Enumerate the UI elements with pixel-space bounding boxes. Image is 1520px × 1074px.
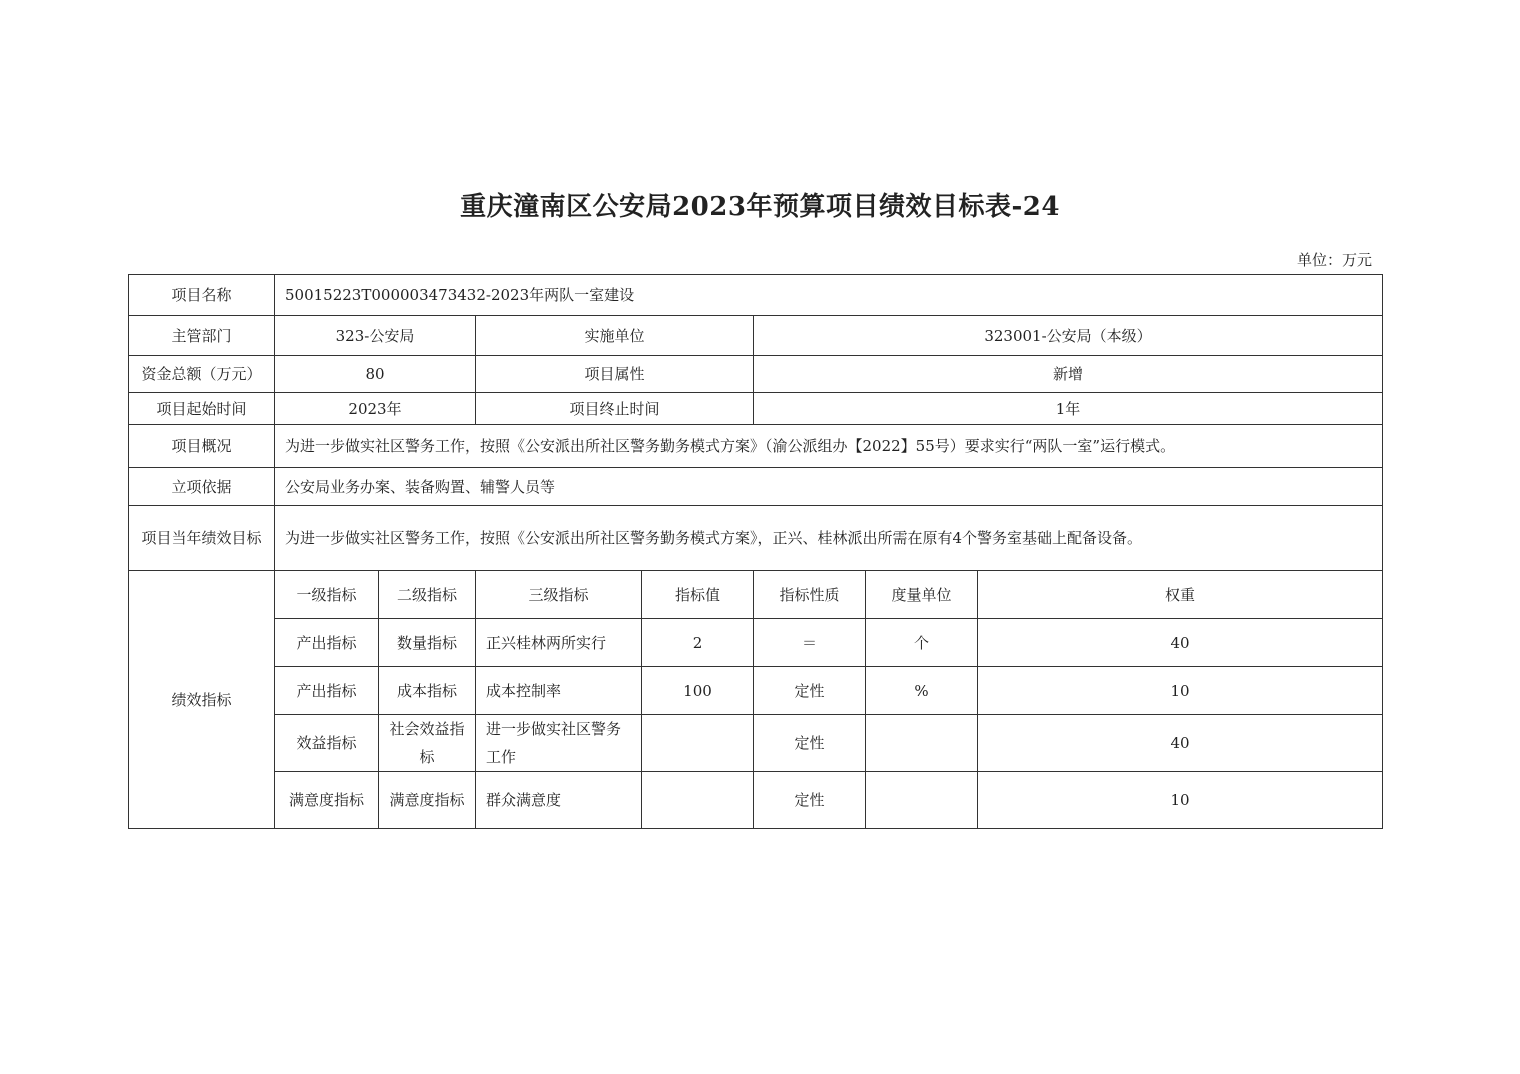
start-label: 项目起始时间 <box>129 393 275 425</box>
metric-l2: 满意度指标 <box>379 772 476 829</box>
row-goal <box>129 506 1383 571</box>
metrics-header-row <box>129 571 1383 619</box>
metric-nature: 定性 <box>754 772 866 829</box>
dept-label: 主管部门 <box>129 316 275 356</box>
overview-label: 项目概况 <box>129 425 275 468</box>
metric-l1: 产出指标 <box>275 619 379 667</box>
table-row <box>129 619 1383 667</box>
metric-nature: 定性 <box>754 667 866 715</box>
row-time <box>129 393 1383 425</box>
metric-weight: 40 <box>978 619 1383 667</box>
header-cell: 一级指标 <box>275 571 379 619</box>
end-label: 项目终止时间 <box>476 393 754 425</box>
attr-value: 新增 <box>754 356 1383 393</box>
table-row <box>129 667 1383 715</box>
metric-value: 100 <box>642 667 754 715</box>
basis-value: 公安局业务办案、装备购置、辅警人员等 <box>275 468 1383 506</box>
goal-value: 为进一步做实社区警务工作，按照《公安派出所社区警务勤务模式方案》，正兴、桂林派出所需在原有4个警务室基础上配备设备。 <box>275 506 1383 571</box>
metric-weight: 40 <box>978 715 1383 772</box>
metric-value: 2 <box>642 619 754 667</box>
end-value: 1年 <box>754 393 1383 425</box>
metric-unit: 个 <box>866 619 978 667</box>
metric-l3: 群众满意度 <box>476 772 642 829</box>
start-value: 2023年 <box>275 393 476 425</box>
metric-weight: 10 <box>978 667 1383 715</box>
metric-nature: 定性 <box>754 715 866 772</box>
metric-l3: 正兴桂林两所实行 <box>476 619 642 667</box>
metric-value <box>642 715 754 772</box>
metric-l2: 社会效益指标 <box>379 715 476 772</box>
performance-table <box>128 274 1383 829</box>
metric-unit <box>866 772 978 829</box>
fund-value: 80 <box>275 356 476 393</box>
impl-label: 实施单位 <box>476 316 754 356</box>
metric-unit: % <box>866 667 978 715</box>
metric-l3: 进一步做实社区警务工作 <box>476 715 642 772</box>
metric-unit <box>866 715 978 772</box>
goal-label: 项目当年绩效目标 <box>129 506 275 571</box>
page-title: 重庆潼南区公安局2023年预算项目绩效目标表-24 <box>460 192 1060 222</box>
metric-weight: 10 <box>978 772 1383 829</box>
header-cell: 度量单位 <box>866 571 978 619</box>
unit-label: 单位：万元 <box>1296 251 1372 269</box>
header-cell: 三级指标 <box>476 571 642 619</box>
header-cell: 权重 <box>978 571 1383 619</box>
metric-l3: 成本控制率 <box>476 667 642 715</box>
metric-l2: 数量指标 <box>379 619 476 667</box>
project-name-value: 50015223T000003473432-2023年两队一室建设 <box>275 275 1383 316</box>
metrics-section-label: 绩效指标 <box>129 571 275 829</box>
metric-l1: 满意度指标 <box>275 772 379 829</box>
attr-label: 项目属性 <box>476 356 754 393</box>
row-basis <box>129 468 1383 506</box>
metric-l1: 产出指标 <box>275 667 379 715</box>
table-row <box>129 772 1383 829</box>
fund-label: 资金总额（万元） <box>129 356 275 393</box>
metric-l2: 成本指标 <box>379 667 476 715</box>
header-cell: 二级指标 <box>379 571 476 619</box>
metric-l1: 效益指标 <box>275 715 379 772</box>
table-row <box>129 715 1383 772</box>
overview-value: 为进一步做实社区警务工作，按照《公安派出所社区警务勤务模式方案》（渝公派组办【2022】55号）要求实行“两队一室”运行模式。 <box>275 425 1383 468</box>
row-project-name <box>129 275 1383 316</box>
project-name-label: 项目名称 <box>129 275 275 316</box>
metric-value <box>642 772 754 829</box>
header-cell: 指标性质 <box>754 571 866 619</box>
basis-label: 立项依据 <box>129 468 275 506</box>
metric-nature: ＝ <box>754 619 866 667</box>
header-cell: 指标值 <box>642 571 754 619</box>
row-dept <box>129 316 1383 356</box>
dept-value: 323-公安局 <box>275 316 476 356</box>
impl-value: 323001-公安局（本级） <box>754 316 1383 356</box>
row-fund <box>129 356 1383 393</box>
row-overview <box>129 425 1383 468</box>
